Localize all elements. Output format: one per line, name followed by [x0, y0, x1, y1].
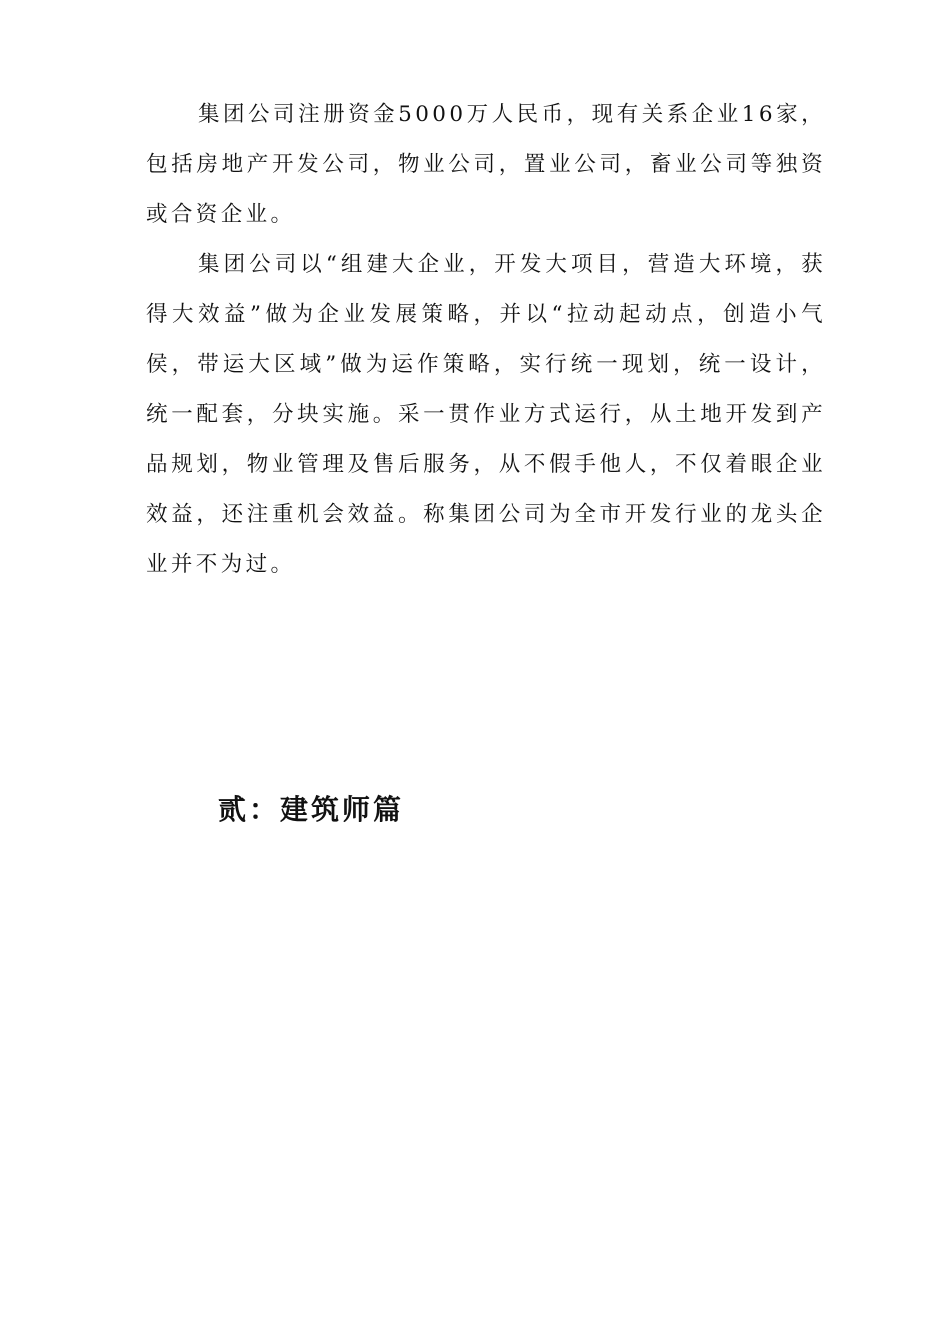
- section-heading: 贰：建筑师篇: [218, 793, 405, 826]
- paragraph-company-strategy: 集团公司以“组建大企业，开发大项目，营造大环境，获得大效益”做为企业发展策略，并以“拉动起动点，创造小气侯，带运大区域”做为运作策略，实行统一现划，统一设计，统一配套，分块实施。采一贯作业方式运行，从土地开发到产品规划，物业管理及售后服务，从不假手他人，不仅着眼企业效益，还注重机会效益。称集团公司为全市开发行业的龙头企业并不为过。: [146, 252, 826, 577]
- paragraph-company-capital: 集团公司注册资金5000万人民币，现有关系企业16家，包括房地产开发公司，物业公司，置业公司，畜业公司等独资或合资企业。: [146, 102, 826, 227]
- body-text: [146, 90, 826, 590]
